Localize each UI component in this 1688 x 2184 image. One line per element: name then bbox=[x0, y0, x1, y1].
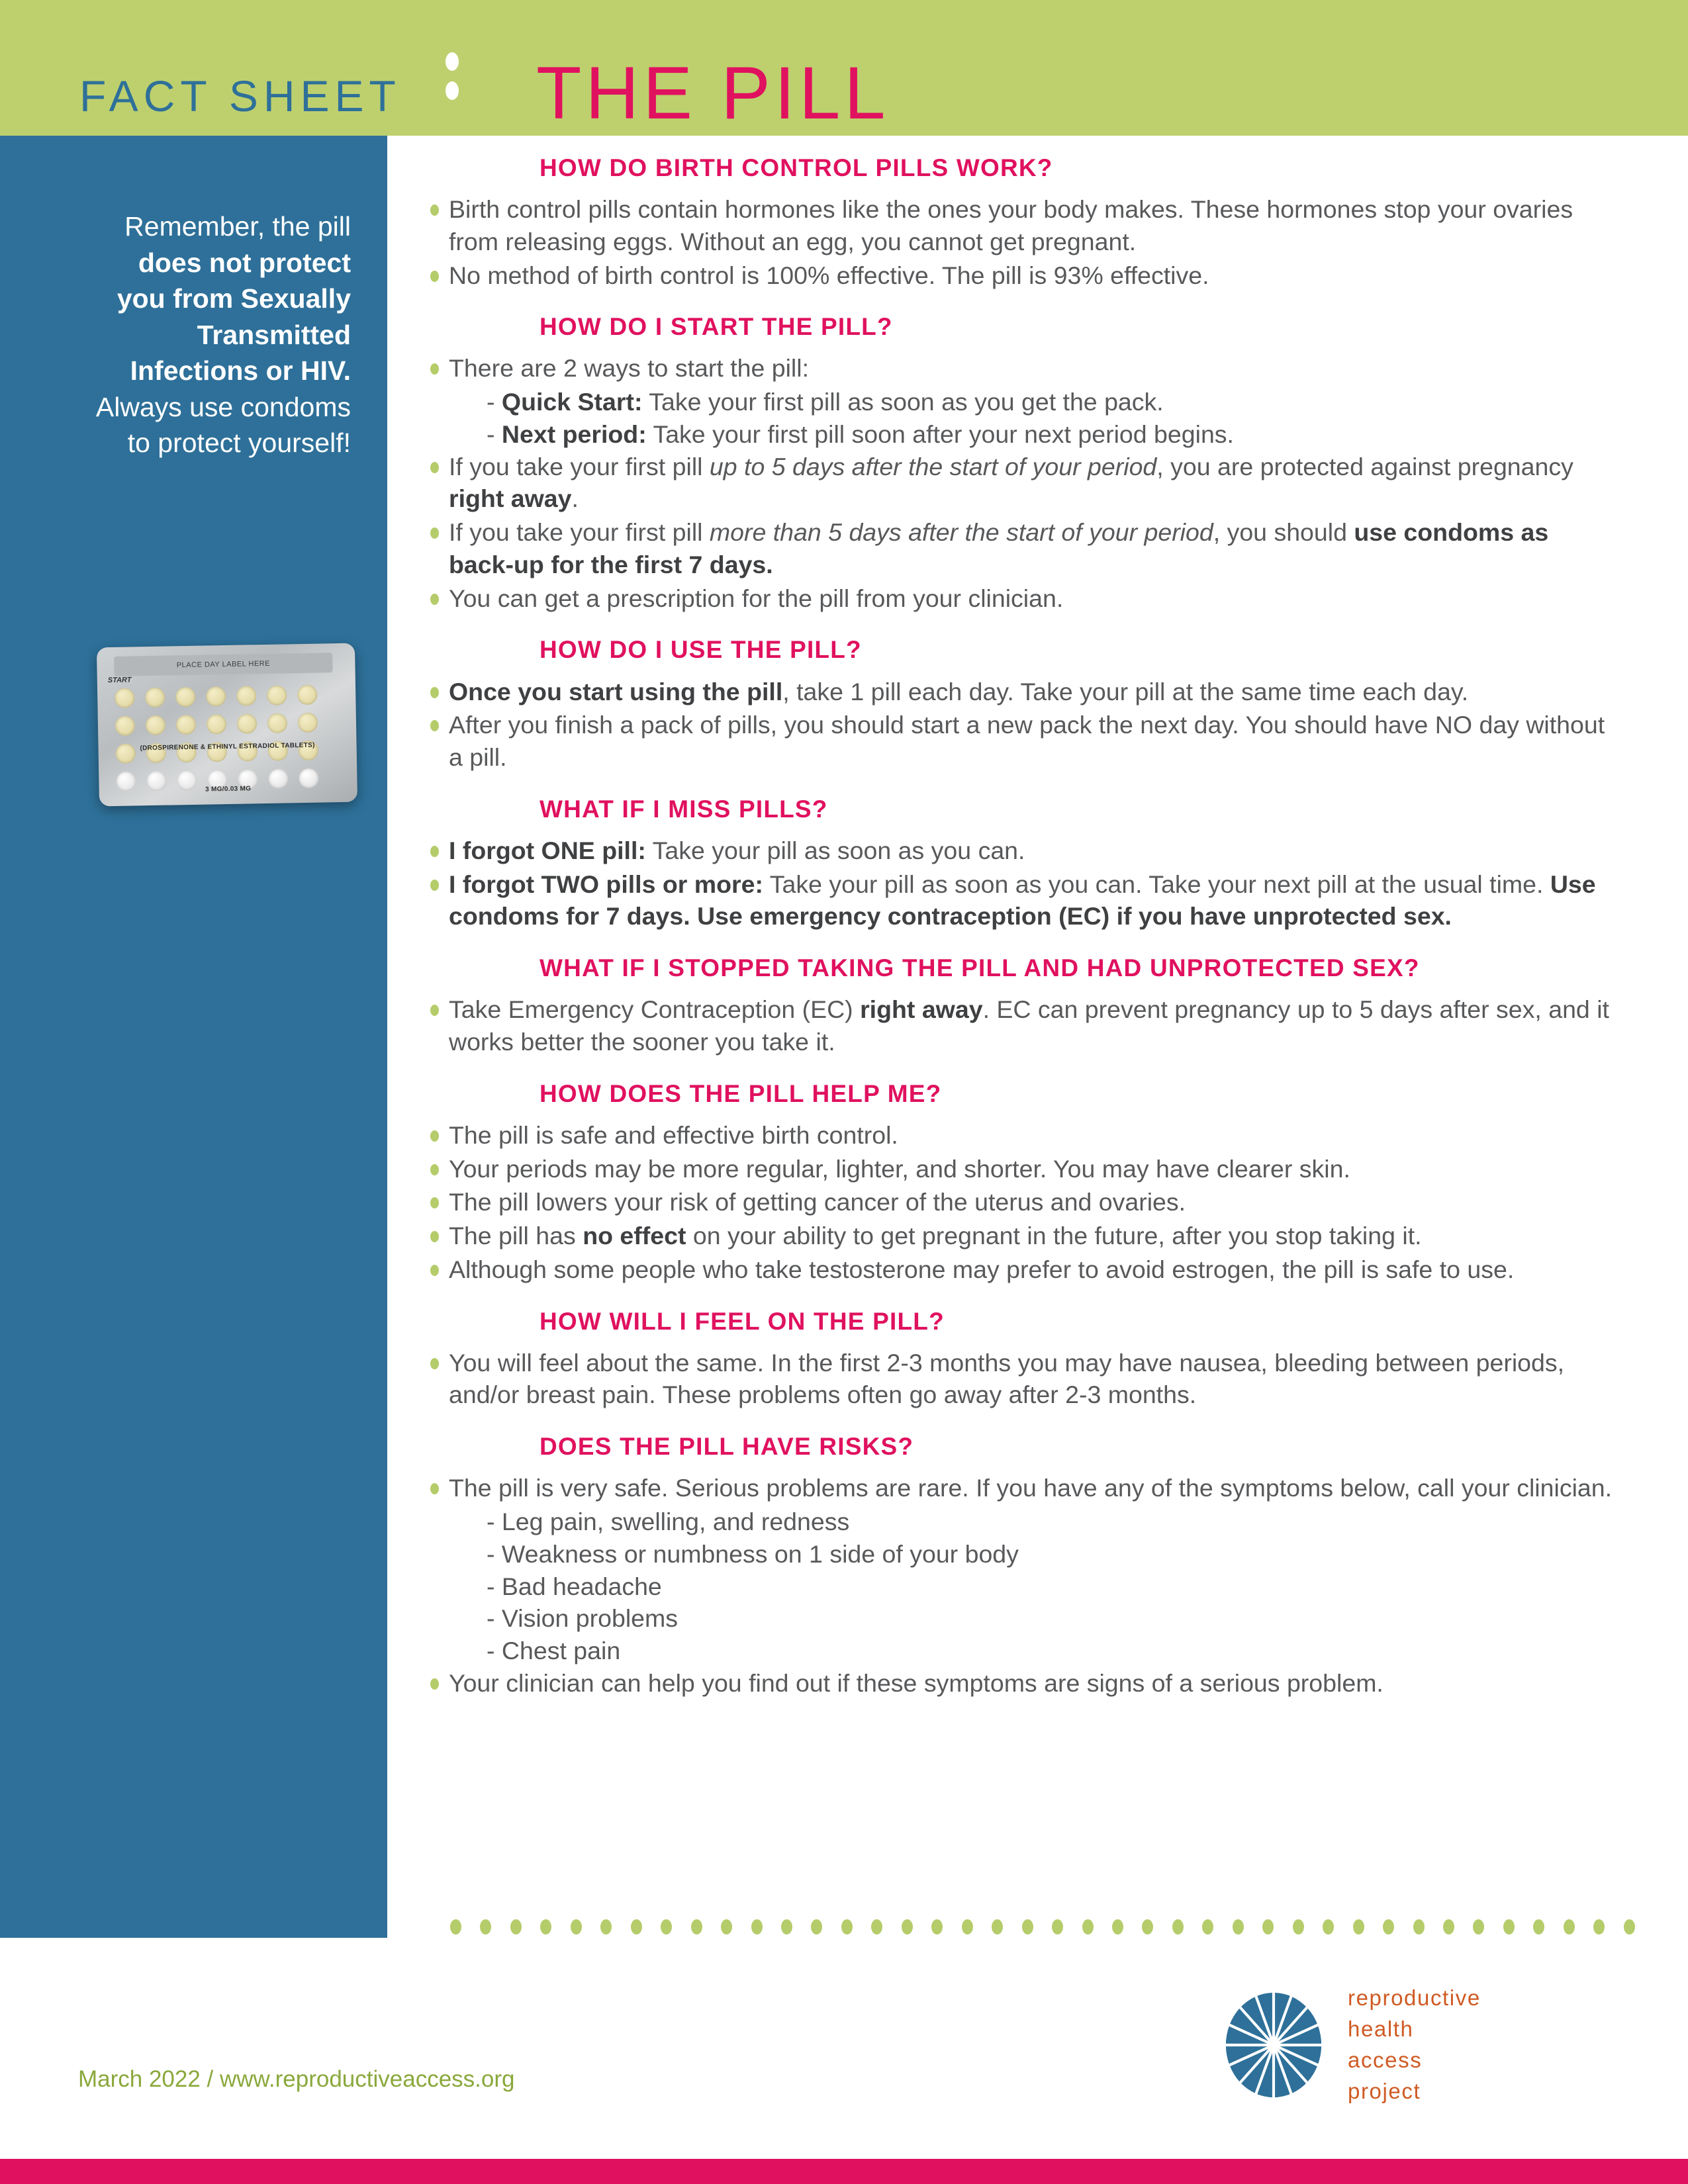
bullet-item bbox=[424, 1347, 1615, 1412]
bullet-item bbox=[424, 868, 1615, 933]
text-run: Once you start using the pill bbox=[449, 677, 783, 705]
divider-dot bbox=[902, 1919, 913, 1934]
bullet-item bbox=[424, 1119, 1615, 1152]
text-run: Take your first pill as soon as you get the pack. bbox=[642, 388, 1164, 416]
pill-pack-day-label: PLACE DAY LABEL HERE bbox=[114, 653, 332, 676]
bullet-item bbox=[424, 516, 1615, 581]
section-what-if-i-stopped-taking-the-pill bbox=[424, 952, 1615, 1058]
divider-dot bbox=[931, 1919, 943, 1934]
sub-list bbox=[424, 1506, 1615, 1667]
divider-dot bbox=[1262, 1919, 1274, 1934]
text-run: After you finish a pack of pills, you should start a new pack the next day. You should have NO day without a pill. bbox=[449, 711, 1605, 772]
divider-dot bbox=[1142, 1919, 1153, 1934]
pill-pack-row bbox=[115, 685, 317, 708]
text-run: Take your pill as soon as you can. Take your next pill at the usual time. bbox=[763, 870, 1550, 898]
section-how-do-birth-control-pills-work bbox=[424, 152, 1615, 291]
divider-dot bbox=[721, 1919, 732, 1934]
section-heading-how-does-the-pill-help-me: HOW DOES THE PILL HELP ME? bbox=[539, 1079, 942, 1107]
divider-dot bbox=[1172, 1919, 1184, 1934]
text-run: . bbox=[571, 484, 579, 513]
text-run: Take your first pill soon after your next period begins. bbox=[646, 420, 1234, 448]
divider-dot bbox=[1323, 1919, 1334, 1934]
section-what-if-i-miss-pills bbox=[424, 794, 1615, 933]
divider-dot bbox=[540, 1919, 551, 1934]
bullet-item bbox=[424, 993, 1615, 1058]
sidebar-note-part-2: does not protect you from Sexually Transmitted Infections or HIV. bbox=[117, 247, 351, 387]
text-run: - Weakness or numbness on 1 side of your body bbox=[487, 1539, 1019, 1568]
bullet-list bbox=[424, 193, 1615, 291]
section-heading-how-do-birth-control-pills-work: HOW DO BIRTH CONTROL PILLS WORK? bbox=[539, 154, 1053, 181]
text-run: If you take your first pill bbox=[449, 452, 710, 480]
divider-dot bbox=[571, 1919, 582, 1934]
sub-list-item bbox=[487, 418, 1615, 451]
divider-dot bbox=[811, 1919, 822, 1934]
divider-dot bbox=[1112, 1919, 1123, 1934]
bullet-item bbox=[424, 835, 1615, 867]
text-run: There are 2 ways to start the pill: bbox=[449, 354, 809, 383]
bullet-item bbox=[424, 1186, 1615, 1218]
bullet-list bbox=[424, 1119, 1615, 1286]
bullet-item bbox=[424, 352, 1615, 385]
text-run: - bbox=[487, 388, 502, 416]
divider-dot bbox=[510, 1919, 522, 1934]
bullet-list bbox=[424, 835, 1615, 933]
dotted-divider bbox=[450, 1919, 1635, 1934]
divider-dot bbox=[992, 1919, 1003, 1934]
text-run: Your periods may be more regular, lighter, and shorter. You may have clearer skin. bbox=[449, 1154, 1350, 1183]
bullet-item bbox=[424, 676, 1615, 708]
text-run: no effect bbox=[583, 1222, 686, 1250]
sidebar bbox=[0, 136, 387, 1938]
section-heading-how-will-i-feel-on-the-pill: HOW WILL I FEEL ON THE PILL? bbox=[539, 1307, 945, 1335]
divider-dot bbox=[1503, 1919, 1515, 1934]
pill-pack-row bbox=[115, 713, 318, 736]
divider-dot bbox=[871, 1919, 882, 1934]
logo-line: project bbox=[1348, 2078, 1421, 2103]
section-heading-how-do-i-use-the-pill: HOW DO I USE THE PILL? bbox=[539, 636, 862, 664]
divider-dot bbox=[1533, 1919, 1544, 1934]
divider-dot bbox=[631, 1919, 642, 1934]
divider-dot bbox=[1383, 1919, 1394, 1934]
divider-dot bbox=[480, 1919, 491, 1934]
section-heading-what-if-i-stopped-taking-the-pill: WHAT IF I STOPPED TAKING THE PILL AND HAD UNPROTECTED SEX? bbox=[539, 954, 1420, 982]
bullet-list bbox=[424, 676, 1615, 774]
divider-dot bbox=[1443, 1919, 1454, 1934]
divider-dot bbox=[841, 1919, 853, 1934]
text-run: , take 1 pill each day. Take your pill at the same time each day. bbox=[782, 677, 1469, 705]
bullet-list bbox=[424, 993, 1615, 1058]
text-run: You will feel about the same. In the first 2-3 months you may have nausea, bleeding between periods, and/or breast pain. These problems often go away after 2-3 months. bbox=[449, 1348, 1565, 1409]
divider-dot bbox=[1202, 1919, 1213, 1934]
text-run: right away bbox=[449, 484, 572, 513]
text-run: on your ability to get pregnant in the future, after you stop taking it. bbox=[686, 1222, 1422, 1250]
bullet-item bbox=[424, 451, 1615, 516]
logo-line: access bbox=[1348, 2047, 1423, 2072]
text-run: - Leg pain, swelling, and redness bbox=[487, 1508, 850, 1535]
text-run: - Chest pain bbox=[487, 1637, 621, 1664]
sub-list-item bbox=[487, 1538, 1615, 1570]
text-run: use condoms as back-up for the first 7 days. bbox=[449, 518, 1549, 578]
section-heading-how-do-i-start-the-pill: HOW DO I START THE PILL? bbox=[539, 313, 893, 341]
divider-dot bbox=[962, 1919, 973, 1934]
divider-dot bbox=[1293, 1919, 1304, 1934]
divider-dot bbox=[1233, 1919, 1244, 1934]
page-title: THE PILL bbox=[536, 52, 890, 134]
sub-list-item bbox=[487, 1570, 1615, 1603]
bullet-list bbox=[424, 1347, 1615, 1412]
bullet-item bbox=[424, 1153, 1615, 1185]
pill-pack-caption-dose: 3 MG/0.03 MG bbox=[205, 785, 252, 794]
bullet-item bbox=[424, 709, 1615, 774]
section-heading-does-the-pill-have-risks: DOES THE PILL HAVE RISKS? bbox=[539, 1433, 914, 1461]
sub-list-item bbox=[487, 1602, 1615, 1635]
bullet-item bbox=[424, 1253, 1615, 1286]
sidebar-note-part-3: Always use condoms to protect yourself! bbox=[95, 391, 351, 459]
text-run: I forgot TWO pills or more: bbox=[449, 870, 763, 898]
header-band bbox=[0, 0, 1688, 136]
text-run: If you take your first pill bbox=[449, 518, 710, 547]
bullet-item bbox=[424, 1667, 1615, 1700]
fact-sheet-label: FACT SHEET bbox=[79, 71, 401, 120]
logo-line: health bbox=[1348, 2016, 1414, 2041]
divider-dot bbox=[1593, 1919, 1605, 1934]
text-run: No method of birth control is 100% effective. The pill is 93% effective. bbox=[449, 261, 1209, 289]
section-how-do-i-start-the-pill bbox=[424, 311, 1615, 614]
divider-dot bbox=[751, 1919, 763, 1934]
text-run: - Bad headache bbox=[487, 1572, 662, 1600]
divider-dot bbox=[1473, 1919, 1484, 1934]
pill-pack-start-label: START bbox=[107, 676, 132, 685]
divider-dot bbox=[1022, 1919, 1033, 1934]
divider-dot bbox=[661, 1919, 672, 1934]
text-run: I forgot ONE pill: bbox=[449, 836, 646, 864]
bottom-accent-bar bbox=[0, 2159, 1688, 2184]
text-run: The pill lowers your risk of getting cancer of the uterus and ovaries. bbox=[449, 1188, 1186, 1216]
text-run: Use condoms for 7 days. Use emergency contraception (EC) if you have unprotected sex. bbox=[449, 870, 1596, 931]
section-how-will-i-feel-on-the-pill bbox=[424, 1306, 1615, 1412]
text-run: , you are protected against pregnancy bbox=[1156, 452, 1573, 480]
sunburst-logo-icon bbox=[1217, 1987, 1331, 2103]
bullet-item bbox=[424, 582, 1615, 615]
bullet-list bbox=[424, 352, 1615, 614]
divider-dot bbox=[600, 1919, 612, 1934]
text-run: . EC can prevent pregnancy up to 5 days after sex, and it works better the sooner you take it. bbox=[449, 995, 1609, 1056]
divider-dot bbox=[691, 1919, 702, 1934]
text-run: The pill is safe and effective birth control. bbox=[449, 1120, 898, 1149]
sub-list-item bbox=[487, 1635, 1615, 1667]
divider-dot bbox=[781, 1919, 792, 1934]
sidebar-reminder-note bbox=[86, 208, 351, 461]
text-run: - Vision problems bbox=[487, 1604, 679, 1633]
footer-date-url: March 2022 / www.reproductiveaccess.org bbox=[78, 2066, 515, 2092]
divider-dot bbox=[1624, 1919, 1635, 1934]
divider-dot bbox=[1564, 1919, 1575, 1934]
text-run: Your clinician can help you find out if these symptoms are signs of a serious problem. bbox=[449, 1668, 1383, 1697]
birth-control-pill-pack-image bbox=[97, 643, 357, 807]
sidebar-note-part-1: Remember, the pill bbox=[124, 211, 351, 242]
section-how-do-i-use-the-pill bbox=[424, 634, 1615, 773]
text-run: The pill has bbox=[449, 1222, 583, 1250]
organization-logo bbox=[1217, 1983, 1481, 2107]
section-how-does-the-pill-help-me bbox=[424, 1078, 1615, 1286]
text-run: You can get a prescription for the pill from your clinician. bbox=[449, 584, 1064, 612]
pill-pack-caption-ingredients: (DROSPIRENONE & ETHINYL ESTRADIOL TABLETS) bbox=[140, 741, 315, 752]
bullet-item bbox=[424, 1472, 1615, 1504]
section-does-the-pill-have-risks bbox=[424, 1431, 1615, 1699]
text-run: Although some people who take testosterone may prefer to avoid estrogen, the pill is safe to use. bbox=[449, 1255, 1515, 1283]
divider-dot bbox=[1052, 1919, 1063, 1934]
bullet-list bbox=[424, 1472, 1615, 1699]
sub-list bbox=[424, 386, 1615, 451]
divider-dot bbox=[1082, 1919, 1094, 1934]
sub-list-item bbox=[487, 386, 1615, 418]
main-content bbox=[424, 152, 1615, 1702]
text-run: Take your pill as soon as you can. bbox=[645, 836, 1025, 864]
text-run: The pill is very safe. Serious problems are rare. If you have any of the symptoms below, call your clinician. bbox=[449, 1474, 1613, 1502]
divider-dot bbox=[450, 1919, 461, 1934]
text-run: up to 5 days after the start of your period bbox=[709, 452, 1157, 480]
text-run: right away bbox=[860, 995, 983, 1024]
text-run: Quick Start: bbox=[501, 388, 643, 416]
bullet-item bbox=[424, 1220, 1615, 1252]
bullet-item bbox=[424, 193, 1615, 258]
bullet-item bbox=[424, 259, 1615, 292]
section-heading-what-if-i-miss-pills: WHAT IF I MISS PILLS? bbox=[539, 795, 828, 823]
divider-dot bbox=[1353, 1919, 1364, 1934]
logo-wordmark bbox=[1348, 1983, 1481, 2107]
text-run: - bbox=[487, 420, 502, 448]
colon-separator-icon bbox=[445, 52, 459, 111]
divider-dot bbox=[1413, 1919, 1425, 1934]
text-run: more than 5 days after the start of your period bbox=[709, 518, 1213, 547]
text-run: , you should bbox=[1213, 518, 1354, 547]
sub-list-item bbox=[487, 1506, 1615, 1538]
text-run: Next period: bbox=[501, 420, 647, 448]
text-run: Birth control pills contain hormones like the ones your body makes. These hormones stop your ovaries from releasing eggs. Without an egg, you cannot get pregnant. bbox=[449, 195, 1573, 255]
text-run: Take Emergency Contraception (EC) bbox=[449, 995, 861, 1024]
logo-line: reproductive bbox=[1348, 1985, 1481, 2010]
